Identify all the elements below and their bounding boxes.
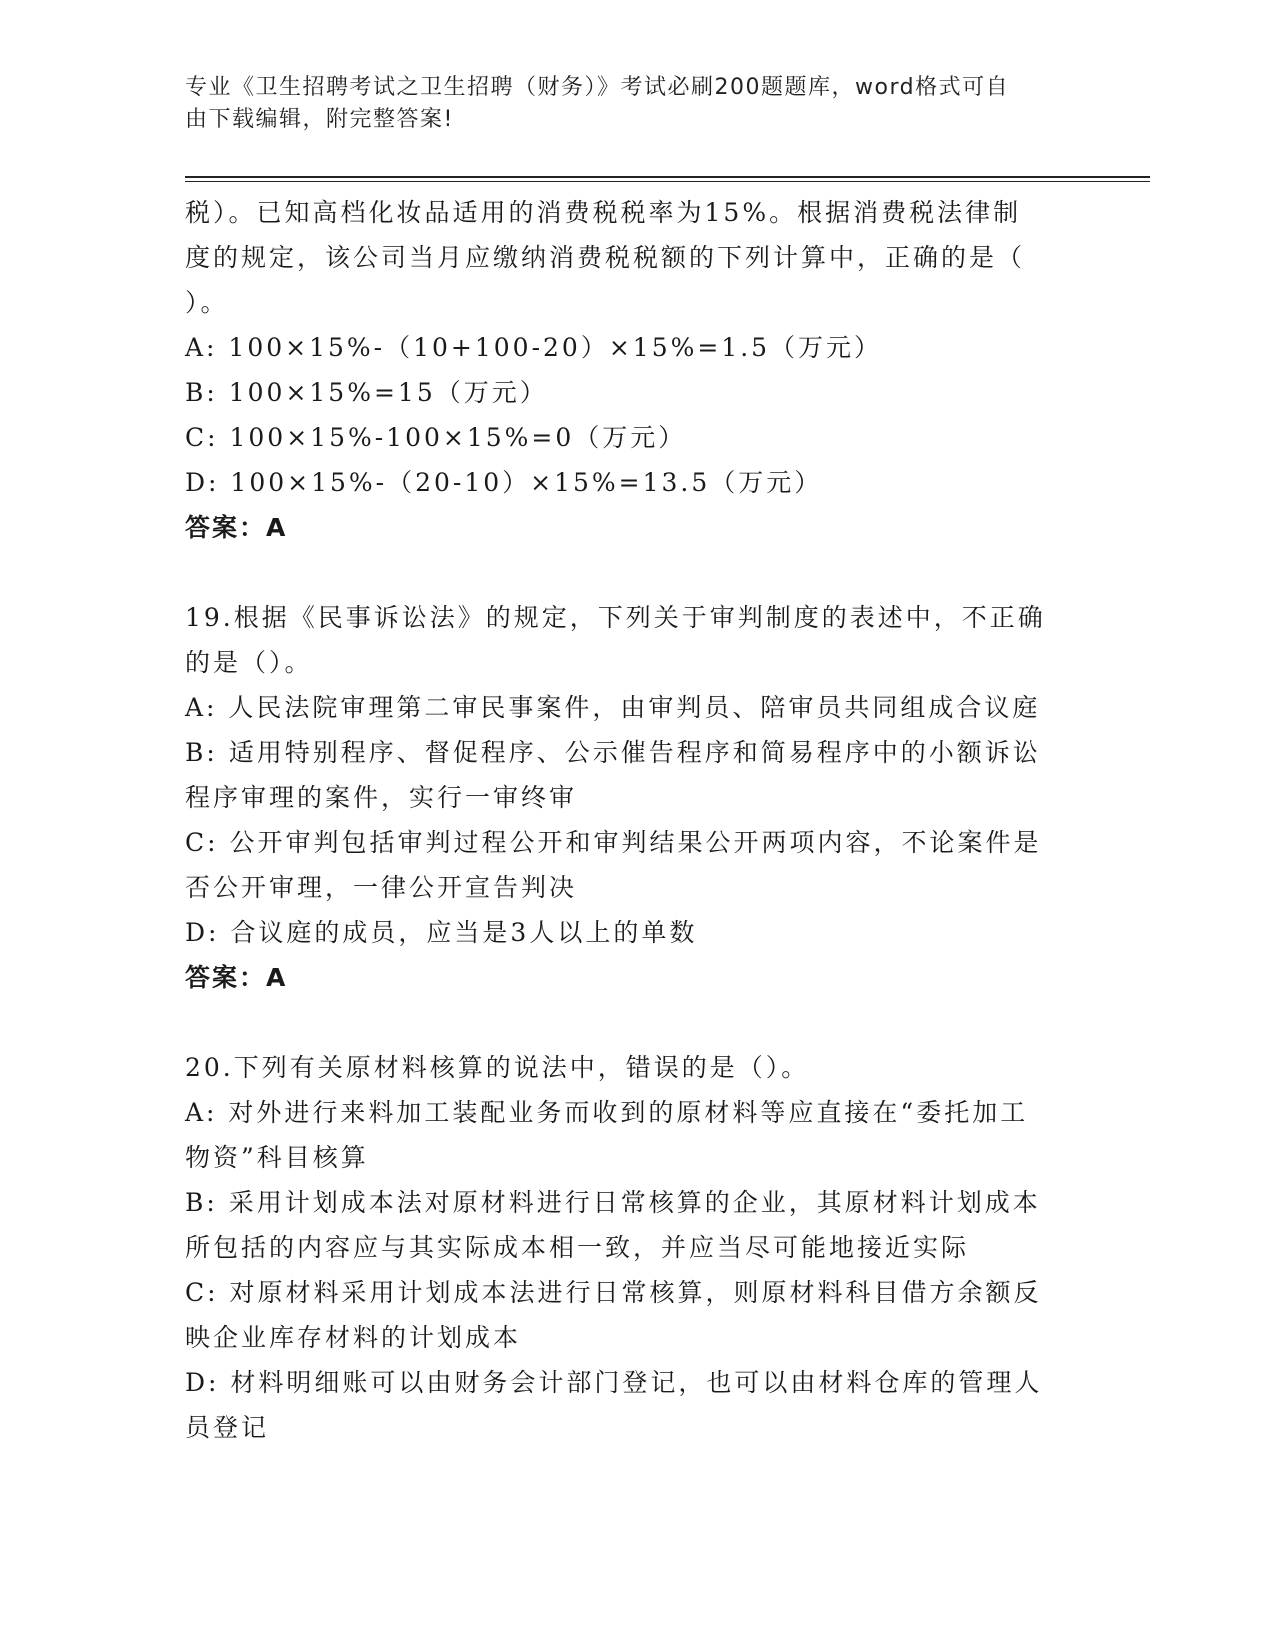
- header-divider-thin: [185, 181, 1150, 182]
- header-line-1: 专业《卫生招聘考试之卫生招聘（财务）》考试必刷200题题库，word格式可自: [185, 75, 1010, 100]
- question-19: [185, 595, 1085, 1000]
- option-b: B: 100×15%=15（万元）: [185, 378, 548, 407]
- question-18-continuation: [185, 190, 1085, 550]
- spacer: [185, 1000, 1085, 1045]
- document-body: [185, 190, 1085, 1450]
- option-d: D: 100×15%-（20-10）×15%=13.5（万元）: [185, 468, 823, 497]
- question-stem-line: 20.下列有关原材料核算的说法中，错误的是（）。: [185, 1053, 810, 1082]
- option-b: B: 采用计划成本法对原材料进行日常核算的企业，其原材料计划成本: [185, 1188, 1041, 1217]
- header-divider-thick: [185, 176, 1150, 178]
- option-b-continued: 程序审理的案件，实行一审终审: [185, 783, 578, 812]
- question-stem-line: 度的规定，该公司当月应缴纳消费税税额的下列计算中，正确的是（: [185, 243, 1026, 272]
- page-header: [185, 72, 1065, 136]
- question-20: [185, 1045, 1085, 1450]
- option-c: C: 公开审判包括审判过程公开和审判结果公开两项内容，不论案件是: [185, 828, 1042, 857]
- question-stem-line: 税）。已知高档化妆品适用的消费税税率为15%。根据消费税法律制: [185, 198, 1022, 227]
- question-stem-line: ）。: [185, 288, 229, 317]
- option-a: A: 100×15%-（10+100-20）×15%=1.5（万元）: [185, 333, 883, 362]
- answer-label: 答案：A: [185, 513, 288, 542]
- header-line-2: 由下载编辑，附完整答案!: [185, 107, 454, 132]
- option-d-continued: 员登记: [185, 1413, 270, 1442]
- answer-label: 答案：A: [185, 963, 288, 992]
- question-stem-line: 的是（）。: [185, 648, 313, 677]
- spacer: [185, 550, 1085, 595]
- option-a: A: 人民法院审理第二审民事案件，由审判员、陪审员共同组成合议庭: [185, 693, 1041, 722]
- option-a: A: 对外进行来料加工装配业务而收到的原材料等应直接在“委托加工: [185, 1098, 1029, 1127]
- option-c: C: 对原材料采用计划成本法进行日常核算，则原材料科目借方余额反: [185, 1278, 1042, 1307]
- option-d: D: 合议庭的成员，应当是3人以上的单数: [185, 918, 698, 947]
- option-b: B: 适用特别程序、督促程序、公示催告程序和简易程序中的小额诉讼: [185, 738, 1041, 767]
- option-d: D: 材料明细账可以由财务会计部门登记，也可以由材料仓库的管理人: [185, 1368, 1043, 1397]
- option-a-continued: 物资”科目核算: [185, 1143, 369, 1172]
- option-c: C: 100×15%-100×15%=0（万元）: [185, 423, 687, 452]
- option-c-continued: 映企业库存材料的计划成本: [185, 1323, 522, 1352]
- option-c-continued: 否公开审理，一律公开宣告判决: [185, 873, 578, 902]
- question-stem-line: 19.根据《民事诉讼法》的规定，下列关于审判制度的表述中，不正确: [185, 603, 1046, 632]
- option-b-continued: 所包括的内容应与其实际成本相一致，并应当尽可能地接近实际: [185, 1233, 970, 1262]
